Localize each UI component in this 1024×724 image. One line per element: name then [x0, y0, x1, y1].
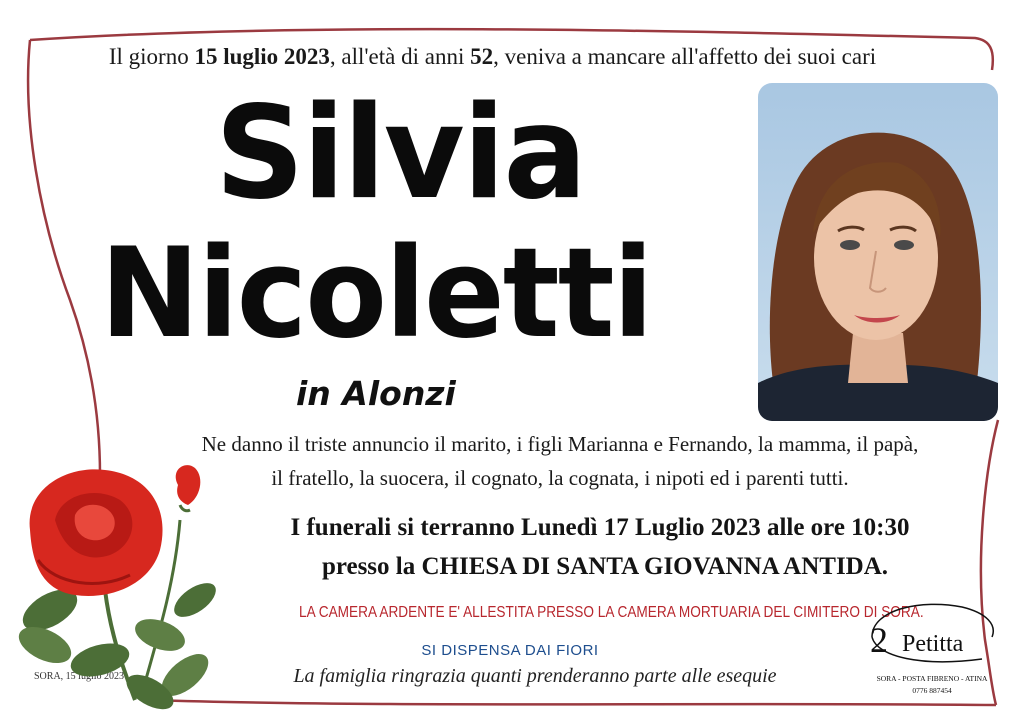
death-date: 15 luglio 2023	[194, 44, 330, 69]
age: 52	[470, 44, 494, 69]
funeral-location: presso la CHIESA DI SANTA GIOVANNA ANTIDA.	[321, 553, 889, 580]
agency-phone: 0776 887454	[912, 686, 952, 695]
agency-name: Petitta	[902, 631, 964, 657]
announcement-line-1: Ne danno il triste annuncio il marito, i figli Marianna e Fernando, la mamma, il papà,	[201, 432, 919, 456]
camera-ardente-notice: LA CAMERA ARDENTE E' ALLESTITA PRESSO LA CAMERA MORTUARIA DEL CIMITERO DI SORA.	[299, 604, 924, 621]
intro-prefix: Il giorno	[108, 44, 195, 69]
announcement-line-2: il fratello, la suocera, il cognato, la cognata, i nipoti ed i parenti tutti.	[271, 466, 849, 490]
agency-logo-mark: 2	[870, 620, 888, 660]
funeral-details: I funerali si terranno Lunedì 17 Luglio 2023 alle ore 10:30	[290, 514, 910, 541]
portrait-photo	[758, 83, 998, 421]
married-name: in Alonzi	[296, 374, 456, 413]
first-name: Silvia	[215, 79, 586, 228]
intro-suffix: , veniva a mancare all'affetto dei suoi cari	[493, 44, 877, 69]
family-thanks: La famiglia ringrazia quanti prenderanno parte alle esequie	[293, 665, 777, 687]
agency-logo	[862, 597, 1002, 701]
agency-locations: SORA - POSTA FIBRENO - ATINA	[876, 674, 988, 683]
last-name: Nicoletti	[100, 222, 652, 366]
place-date: SORA, 15 luglio 2023	[34, 671, 125, 682]
intro-middle: , all'età di anni	[329, 44, 471, 69]
intro-text	[0, 44, 985, 70]
no-flowers-notice: SI DISPENSA DAI FIORI	[421, 642, 599, 659]
rose-icon	[10, 460, 240, 710]
